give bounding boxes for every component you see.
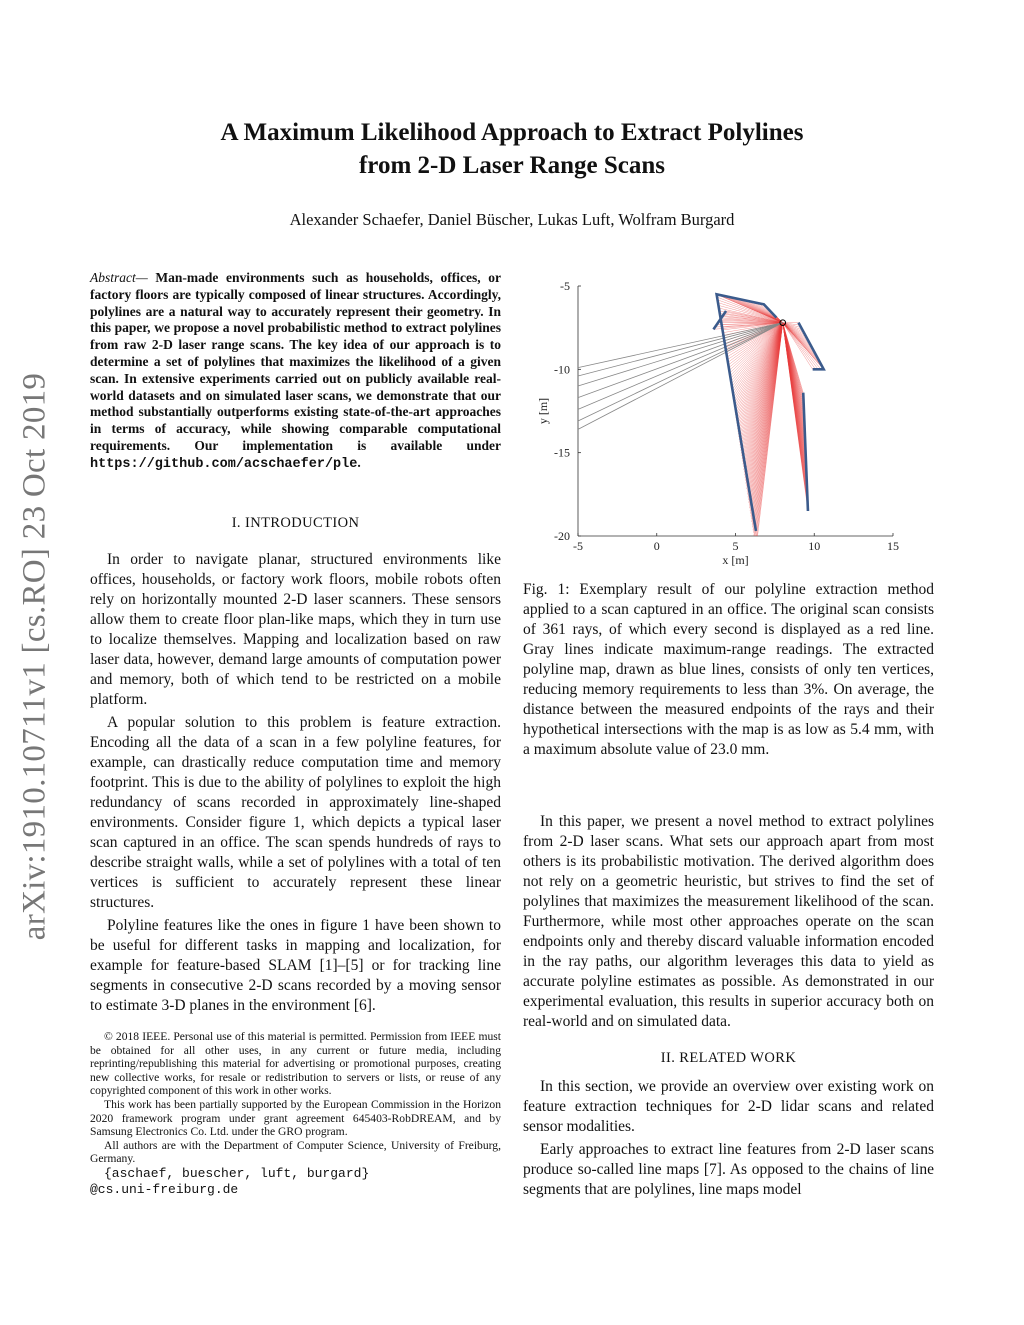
title-line-1: A Maximum Likelihood Approach to Extract Polylines — [220, 119, 804, 146]
related-paragraph-2: Early approaches to extract line features from 2-D laser scans produce so-called line maps [7]. As opposed to the chains of line segments that are polylines, line maps model — [523, 1141, 934, 1198]
abstract-end: . — [357, 454, 361, 470]
x-axis-label: x [m] — [722, 553, 749, 567]
email-domain: @cs.uni-freiburg.de — [90, 1181, 239, 1197]
figure-caption: Fig. 1: Exemplary result of our polyline extraction method applied to a scan captured in an office. The original scan consists of 361 rays, of which every second is displayed as a red line. Gray lines indicate maximum-range readings. The extracted polyline map, drawn as blue lines, consists of only ten vertices, reducing memory requirements to less than 3%. On average, the distance between the measured endpoints of the rays and their hypothetical intersections with the map is as low as 5.4 mm, with a maximum absolute value of 23.0 mm. — [523, 581, 934, 758]
max-range-ray — [578, 323, 783, 421]
y-axis-label: y [m] — [536, 397, 550, 425]
repository-link[interactable]: https://github.com/acschaefer/ple — [90, 456, 358, 472]
max-range-ray — [578, 323, 783, 398]
right-column — [523, 580, 934, 1203]
x-tick-label: 15 — [887, 539, 899, 553]
y-tick-label: -20 — [554, 529, 570, 543]
x-tick-label: 10 — [808, 539, 821, 553]
intro-paragraph-1: In order to navigate planar, structured environments like offices, households, or factory work floors, mobile robots often rely on horizontally mounted 2-D laser scanners. These sensors allow them to create floor plan-like maps, which they in turn use to localize themselves. Mapping and localization based on raw laser data, however, demand large amounts of computation power and memory, both of which tend to be restricted on a mobile platform. — [90, 551, 501, 708]
max-range-ray — [578, 323, 783, 376]
author-emails: {aschaef, buescher, luft, burgard} — [104, 1165, 370, 1181]
x-tick-label: 0 — [653, 539, 660, 553]
intro-paragraph-3: Polyline features like the ones in figure 1 have been shown to be useful for different tasks in mapping and localization, for example for feature-based SLAM [1]–[5] or for tracking line segments in consecutive 2-D scans recorded by a moving sensor to estimate 3-D planes in the environment [6]. — [90, 917, 501, 1014]
right-paragraph-1: In this paper, we present a novel method to extract polylines from 2-D laser scans. What sets our approach apart from most others is its probabilistic motivation. The derived algorithm does not rely on a geometric heuristic, but strives to find the set of polylines that maximizes the measurement likelihood of the scan. Furthermore, while most other approaches operate on the scan endpoints only and thereby discard valuable information encoded in the ray paths, our algorithm leverages this data to yield as accurate polyline estimates as possible. As demonstrated in our experimental evaluation, this results in superior accuracy both on real-world and on simulated data. — [523, 813, 934, 1030]
arxiv-identifier: arXiv:1910.10711v1 [cs.RO] 23 Oct 2019 — [16, 372, 53, 941]
author-list: Alexander Schaefer, Daniel Büscher, Lukas Luft, Wolfram Burgard — [289, 210, 735, 229]
left-column — [90, 513, 501, 1019]
title-line-2: from 2-D Laser Range Scans — [358, 152, 665, 179]
funding-note: This work has been partially supported by the European Commission in the Horizon 2020 framework program under grant agreement 645403-RobDREAM, and by Samsung Electronics Co. Ltd. under the GRO program. — [90, 1097, 501, 1139]
y-tick-label: -10 — [554, 362, 570, 377]
scan-rays — [713, 294, 823, 549]
paper-title — [0, 116, 1024, 182]
section-heading-related-work: II. RELATED WORK — [660, 1050, 797, 1066]
abstract — [90, 270, 501, 474]
abstract-label: Abstract— — [90, 270, 148, 285]
x-tick-label: -5 — [573, 539, 583, 553]
extracted-polyline — [799, 323, 824, 370]
section-heading-introduction: I. INTRODUCTION — [231, 515, 360, 531]
related-paragraph-1: In this section, we provide an overview over existing work on feature extraction techniques for 2-D lidar scans and related sensor modalities. — [523, 1078, 934, 1135]
y-tick-label: -15 — [554, 445, 570, 460]
scan-figure — [523, 274, 934, 574]
affiliation-note: All authors are with the Department of Computer Science, University of Freiburg, Germany. — [90, 1138, 501, 1166]
copyright-note: © 2018 IEEE. Personal use of this material is permitted. Permission from IEEE must be obtained for all other uses, in any current or future media, including reprinting/republishing this material for advertising or promotional purposes, creating new collective works, for resale or redistribution to servers or lists, or reuse of any copyrighted component of this work in other works. — [90, 1030, 501, 1098]
footnotes — [90, 1030, 501, 1198]
max-range-ray — [578, 323, 783, 386]
y-tick-label: -5 — [560, 279, 570, 293]
intro-paragraph-2: A popular solution to this problem is feature extraction. Encoding all the data of a scan in a few polyline features, for example, can drastically reduce computation time and memory footprint. This is due to the ability of polylines to exploit the high redundancy of scans recorded in approximately line-shaped environments. Consider figure 1, which depicts a typical laser scan captured in an office. The scan spends hundreds of rays to describe straight walls, while a set of polylines with a total of ten vertices is sufficient to accurately represent these linear structures. — [90, 714, 501, 911]
x-tick-label: 5 — [732, 539, 739, 553]
abstract-text: Man-made environments such as households, offices, or factory floors are typically composed of linear structures. Accordingly, polylines are a natural way to accurately represent their geometry. In this paper, we propose a novel probabilistic method to extract polylines from raw 2-D laser range scans. The key idea of our approach is to determine a set of polylines that maximizes the likelihood of a given scan. In extensive experiments carried out on publicly available real-world datasets and on simulated laser scans, we demonstrate that our method substantially outperforms existing state-of-the-art approaches in terms of accuracy, while showing comparable computational requirements. Our implementation is available under — [90, 270, 501, 453]
